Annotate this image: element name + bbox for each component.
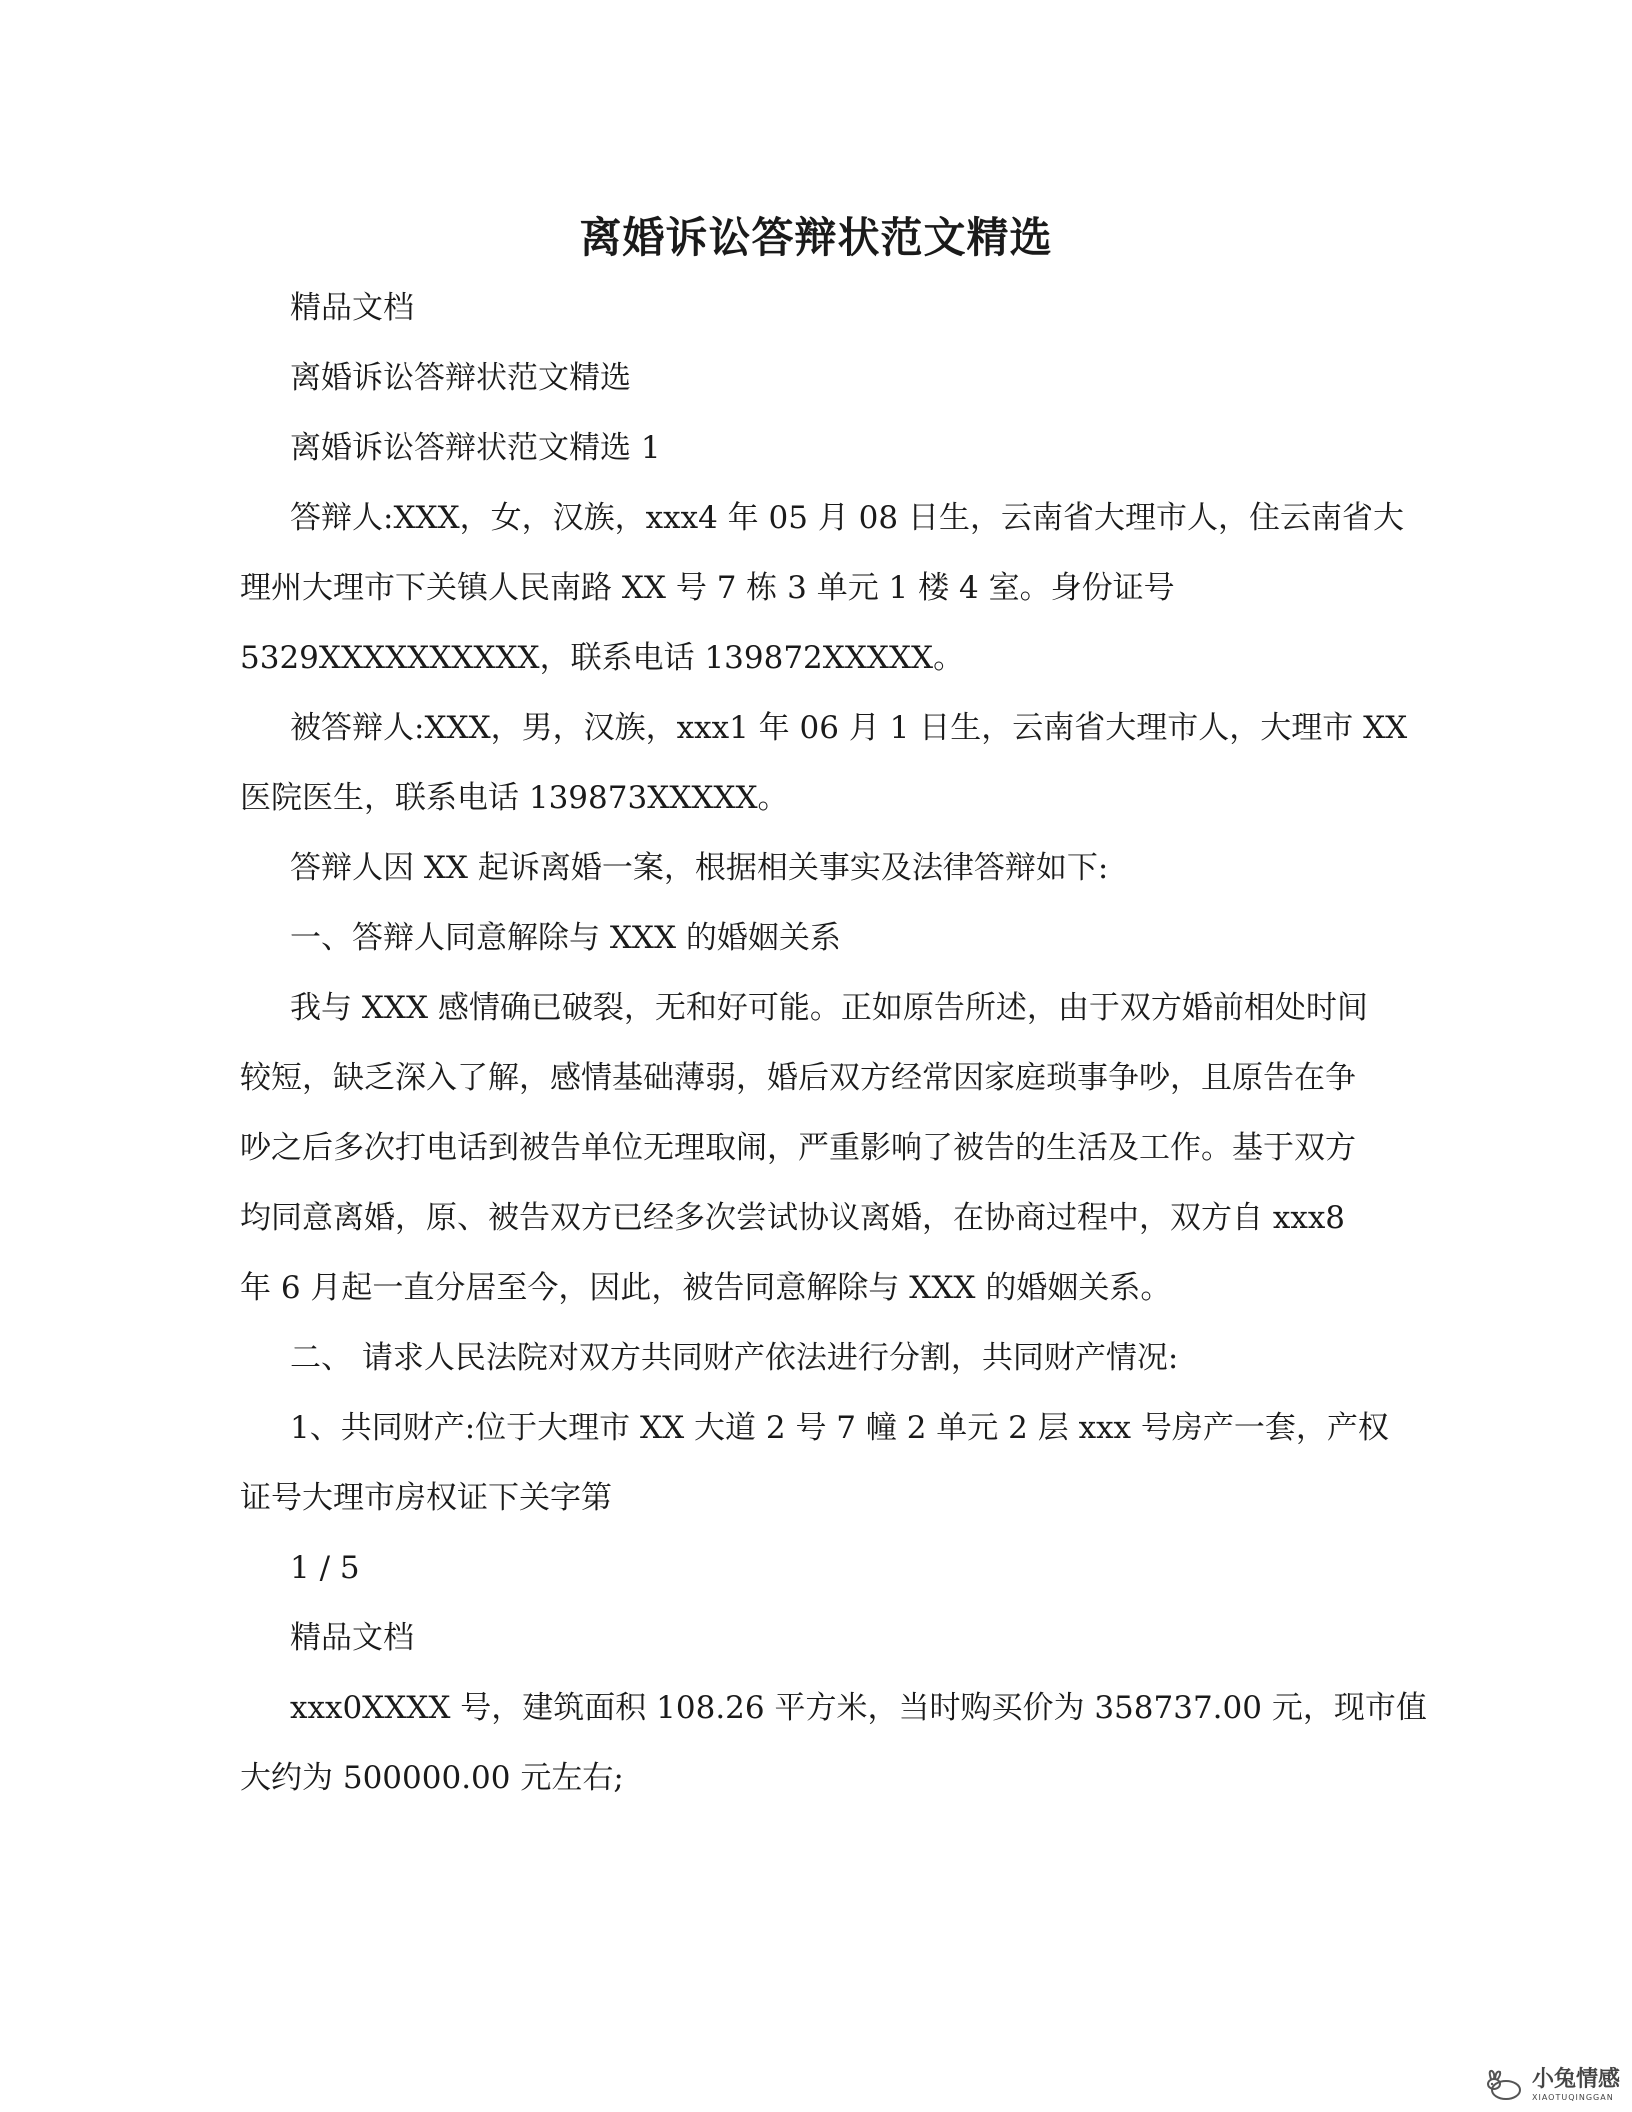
watermark-text: 小兔情感	[1531, 2066, 1620, 2092]
paragraph-line: 1、共同财产:位于大理市 XX 大道 2 号 7 幢 2 单元 2 层 xxx 号房产一套，产权	[290, 1410, 1389, 1446]
paragraph-line: 被答辩人:XXX，男，汉族，xxx1 年 06 月 1 日生，云南省大理市人，大理市 XX	[290, 710, 1408, 746]
paragraph-line: 年 6 月起一直分居至今，因此，被告同意解除与 XXX 的婚姻关系。	[240, 1270, 1172, 1306]
paragraph-line: 5329XXXXXXXXXX，联系电话 139872XXXXX。	[240, 640, 965, 676]
doc-subtitle: 离婚诉讼答辩状范文精选	[290, 360, 631, 396]
header-label: 精品文档	[290, 290, 414, 326]
header-label: 精品文档	[290, 1620, 414, 1656]
rabbit-icon	[1482, 2068, 1526, 2102]
page-number: 1 / 5	[290, 1550, 360, 1586]
watermark-subtext: XIAOTUQINGGAN	[1531, 2092, 1614, 2102]
paragraph-line: 较短，缺乏深入了解，感情基础薄弱，婚后双方经常因家庭琐事争吵，且原告在争	[240, 1060, 1356, 1096]
paragraph-line: 大约为 500000.00 元左右;	[240, 1760, 624, 1796]
document-title: 离婚诉讼答辩状范文精选	[579, 213, 1053, 262]
paragraph-line: 均同意离婚，原、被告双方已经多次尝试协议离婚，在协商过程中，双方自 xxx8	[240, 1200, 1346, 1236]
paragraph-line: 答辩人因 XX 起诉离婚一案，根据相关事实及法律答辩如下:	[290, 850, 1109, 886]
paragraph-line: 二、 请求人民法院对双方共同财产依法进行分割，共同财产情况:	[290, 1340, 1179, 1376]
paragraph-line: 理州大理市下关镇人民南路 XX 号 7 栋 3 单元 1 楼 4 室。身份证号	[240, 570, 1175, 606]
paragraph-line: 证号大理市房权证下关字第	[240, 1480, 612, 1516]
paragraph-line: 医院医生，联系电话 139873XXXXX。	[240, 780, 789, 816]
paragraph-line: 一、答辩人同意解除与 XXX 的婚姻关系	[290, 920, 841, 956]
paragraph-line: 答辩人:XXX，女，汉族，xxx4 年 05 月 08 日生，云南省大理市人，住云南省大	[290, 500, 1404, 536]
paragraph-line: xxx0XXXX 号，建筑面积 108.26 平方米，当时购买价为 358737.00 元，现市值	[290, 1690, 1427, 1726]
paragraph-line: 我与 XXX 感情确已破裂，无和好可能。正如原告所述，由于双方婚前相处时间	[290, 990, 1368, 1026]
paragraph-line: 吵之后多次打电话到被告单位无理取闹，严重影响了被告的生活及工作。基于双方	[240, 1130, 1356, 1166]
section-heading: 离婚诉讼答辩状范文精选 1	[290, 430, 661, 466]
watermark	[1482, 2068, 1620, 2102]
